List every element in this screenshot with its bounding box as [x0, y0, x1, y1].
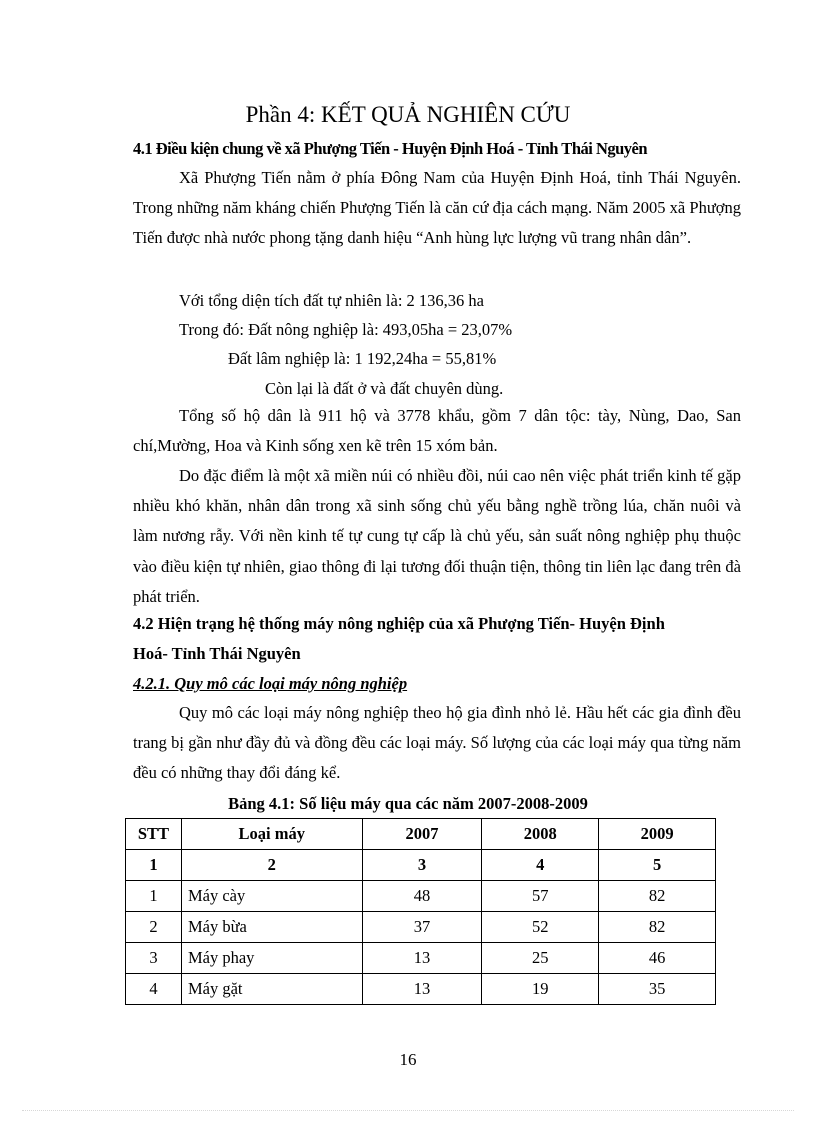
- cell-2007: 48: [362, 881, 482, 912]
- section-heading-4-2-1: 4.2.1. Quy mô các loại máy nông nghiệp: [133, 674, 408, 693]
- cell-machine-type: Máy phay: [181, 943, 362, 974]
- cell-2007: 37: [362, 912, 482, 943]
- page-bottom-divider: [22, 1110, 794, 1111]
- cell-2008: 25: [482, 943, 599, 974]
- header-2007: 2007: [362, 819, 482, 850]
- cell-2009: 35: [599, 974, 716, 1005]
- index-cell: 3: [362, 850, 482, 881]
- paragraph-location-text: Xã Phượng Tiến nằm ở phía Đông Nam của Huyện Định Hoá, tỉnh Thái Nguyên. Trong những năm kháng chiến Phượng Tiến là căn cứ địa cách mạng. Năm 2005 xã Phượng Tiến được nhà nước phong tặng danh hiệu “Anh hùng lực lượng vũ trang nhân dân”.: [133, 168, 741, 248]
- cell-machine-type: Máy bừa: [181, 912, 362, 943]
- cell-stt: 3: [126, 943, 182, 974]
- table-index-row: [126, 850, 716, 881]
- section-heading-4-1: 4.1 Điều kiện chung về xã Phượng Tiến - Huyện Định Hoá - Tỉnh Thái Nguyên: [133, 139, 648, 158]
- cell-stt: 4: [126, 974, 182, 1005]
- machine-table: [125, 818, 716, 1005]
- paragraph-economy-text: Do đặc điểm là một xã miền núi có nhiều đồi, núi cao nên việc phát triển kinh tế gặp nhiều khó khăn, nhân dân trong xã sinh sống chủ yếu bằng nghề trồng lúa, chăn nuôi và làm nương rẫy. Với nền kinh tế tự cung tự cấp là chủ yếu, sản suất nông nghiệp phụ thuộc vào điều kiện tự nhiên, giao thông đi lại tương đối thuận tiện, thông tin liên lạc đang trên đà phát triển.: [133, 466, 741, 606]
- cell-stt: 2: [126, 912, 182, 943]
- section-heading-4-2-line2: Hoá- Tỉnh Thái Nguyên: [133, 644, 301, 663]
- table-caption: Bảng 4.1: Số liệu máy qua các năm 2007-2008-2009: [228, 794, 588, 813]
- index-cell: 2: [181, 850, 362, 881]
- section-heading-4-2-line1: 4.2 Hiện trạng hệ thống máy nông nghiệp của xã Phượng Tiến- Huyện Định: [133, 614, 665, 633]
- cell-2008: 52: [482, 912, 599, 943]
- header-machine-type: Loại máy: [181, 819, 362, 850]
- area-agri-line: Trong đó: Đất nông nghiệp là: 493,05ha = 23,07%: [179, 320, 513, 339]
- table-row: [126, 881, 716, 912]
- cell-2007: 13: [362, 943, 482, 974]
- index-cell: 5: [599, 850, 716, 881]
- paragraph-machine-scale: [133, 698, 741, 789]
- paragraph-machine-scale-text: Quy mô các loại máy nông nghiệp theo hộ gia đình nhỏ lẻ. Hầu hết các gia đình đều trang bị gần như đầy đủ và đồng đều các loại máy. Số lượng của các loại máy qua từng năm đều có những thay đổi đáng kể.: [133, 703, 741, 783]
- header-stt: STT: [126, 819, 182, 850]
- cell-machine-type: Máy gặt: [181, 974, 362, 1005]
- table-row: [126, 912, 716, 943]
- paragraph-economy: [133, 461, 741, 612]
- area-total-line: Với tổng diện tích đất tự nhiên là: 2 136,36 ha: [179, 291, 484, 310]
- paragraph-households: [133, 401, 741, 461]
- paragraph-location: [133, 163, 741, 254]
- table-row: [126, 974, 716, 1005]
- area-rest-line: Còn lại là đất ở và đất chuyên dùng.: [265, 379, 504, 398]
- header-2009: 2009: [599, 819, 716, 850]
- header-2008: 2008: [482, 819, 599, 850]
- cell-2009: 82: [599, 881, 716, 912]
- index-cell: 1: [126, 850, 182, 881]
- cell-2009: 46: [599, 943, 716, 974]
- table-header-row: [126, 819, 716, 850]
- page-number: 16: [399, 1050, 417, 1069]
- chapter-title: Phần 4: KẾT QUẢ NGHIÊN CỨU: [245, 102, 571, 127]
- cell-2007: 13: [362, 974, 482, 1005]
- cell-2009: 82: [599, 912, 716, 943]
- paragraph-households-text: Tổng số hộ dân là 911 hộ và 3778 khẩu, gồm 7 dân tộc: tày, Nùng, Dao, San chí,Mường, Hoa và Kinh sống xen kẽ trên 15 xóm bản.: [133, 406, 741, 456]
- cell-2008: 57: [482, 881, 599, 912]
- index-cell: 4: [482, 850, 599, 881]
- cell-2008: 19: [482, 974, 599, 1005]
- table-row: [126, 943, 716, 974]
- cell-machine-type: Máy cày: [181, 881, 362, 912]
- cell-stt: 1: [126, 881, 182, 912]
- area-forest-line: Đất lâm nghiệp là: 1 192,24ha = 55,81%: [228, 349, 497, 368]
